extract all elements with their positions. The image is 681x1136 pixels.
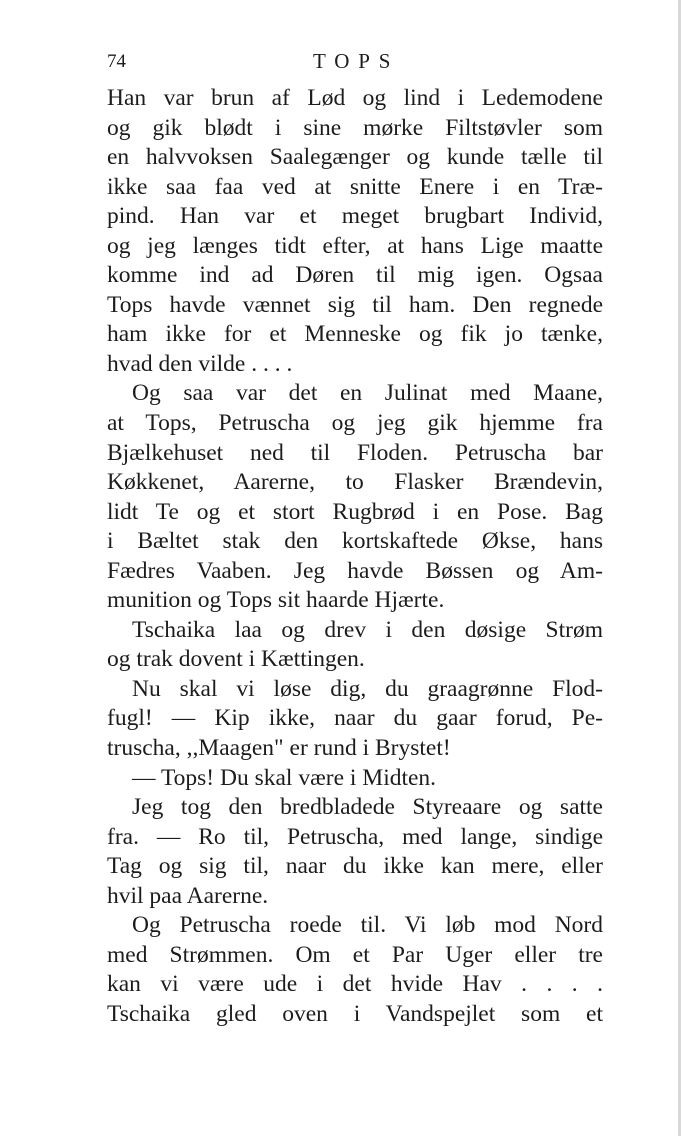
- text-line: og jeg længes tidt efter, at hans Lige maatte: [107, 232, 603, 259]
- text-line: kan vi være ude i det hvide Hav . . . .: [107, 971, 603, 998]
- text-line: fra. — Ro til, Petruscha, med lange, sindige: [107, 823, 603, 850]
- text-line: Tag og sig til, naar du ikke kan mere, eller: [107, 853, 603, 880]
- text-line: og trak dovent i Kættingen.: [107, 646, 365, 673]
- text-line: i Bæltet stak den kortskaftede Økse, hans: [107, 528, 603, 555]
- text-line: ham ikke for et Menneske og fik jo tænke,: [107, 321, 603, 348]
- body-text: [107, 84, 603, 1030]
- text-line: Køkkenet, Aarerne, to Flasker Brændevin,: [107, 469, 603, 496]
- page-number: 74: [107, 51, 126, 72]
- text-line: og gik blødt i sine mørke Filtstøvler som: [107, 114, 603, 141]
- text-line: med Strømmen. Om et Par Uger eller tre: [107, 941, 603, 968]
- text-line: Nu skal vi løse dig, du graagrønne Flod-: [132, 675, 603, 702]
- text-line: Bjælkehuset ned til Floden. Petruscha bar: [107, 439, 603, 466]
- text-line: komme ind ad Døren til mig igen. Ogsaa: [107, 262, 603, 289]
- text-line: Han var brun af Lød og lind i Ledemodene: [107, 85, 603, 111]
- text-line: pind. Han var et meget brugbart Individ,: [107, 203, 603, 230]
- text-line: Og saa var det en Julinat med Maane,: [132, 380, 603, 407]
- text-line: munition og Tops sit haarde Hjærte.: [107, 587, 445, 614]
- text-line: Tops havde vænnet sig til ham. Den regnede: [107, 291, 603, 318]
- text-line: Fædres Vaaben. Jeg havde Bøssen og Am-: [107, 557, 603, 584]
- text-line: hvad den vilde . . . .: [107, 350, 293, 377]
- text-line: lidt Te og et stort Rugbrød i en Pose. Bag: [107, 498, 603, 525]
- text-line: at Tops, Petruscha og jeg gik hjemme fra: [107, 410, 603, 437]
- text-line: ikke saa faa ved at snitte Enere i en Træ-: [107, 173, 603, 200]
- running-head: [107, 44, 601, 78]
- text-line: Tschaika laa og drev i den døsige Strøm: [132, 616, 603, 643]
- text-line: hvil paa Aarerne.: [107, 882, 269, 909]
- text-line: truscha, ,,Maagen" er rund i Brystet!: [107, 735, 451, 762]
- text-line: Og Petruscha roede til. Vi løb mod Nord: [132, 912, 603, 939]
- text-line: en halvvoksen Saalegænger og kunde tælle til: [107, 144, 603, 171]
- text-line: — Tops! Du skal være i Midten.: [132, 764, 437, 791]
- text-line: Tschaika gled oven i Vandspejlet som et: [107, 1000, 603, 1027]
- text-line: fugl! — Kip ikke, naar du gaar forud, Pe-: [107, 705, 603, 732]
- running-title: TOPS: [313, 49, 400, 73]
- text-line: Jeg tog den bredbladede Styreaare og satte: [132, 794, 603, 821]
